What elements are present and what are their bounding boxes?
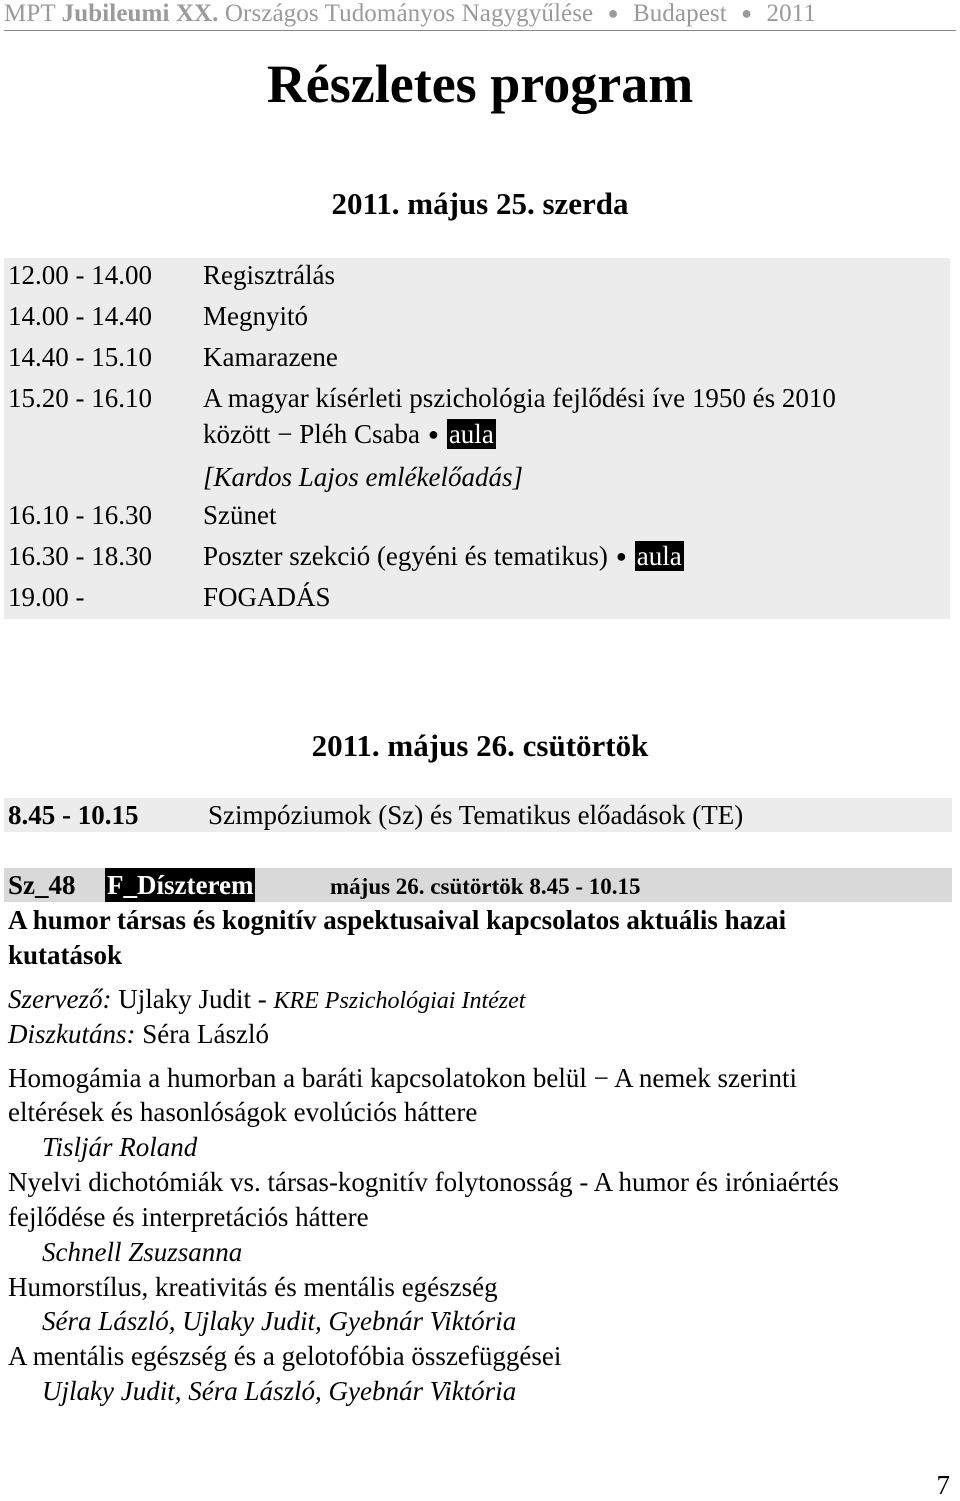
- symposium-title: A humor társas és kognitív aspektusaival kapcsolatos aktuális hazai: [8, 905, 787, 935]
- row-desc-speaker: között − Pléh Csaba: [203, 419, 420, 449]
- row-time: 14.40 - 15.10: [8, 342, 152, 372]
- row-desc-line: A magyar kísérleti pszichológia fejlődési íve 1950 és 2010: [203, 383, 836, 413]
- room-badge: aula: [636, 541, 682, 571]
- row-desc: [203, 381, 836, 494]
- room-badge: aula: [448, 419, 494, 449]
- day2-block-bar: [4, 798, 952, 832]
- talk-title: A mentális egészség és a gelotofóbia összefüggései: [8, 1341, 562, 1371]
- room-badge: F_Díszterem: [107, 870, 254, 900]
- day1-schedule: [4, 258, 950, 619]
- organizer-institute: KRE Pszichológiai Intézet: [273, 988, 526, 1014]
- header-bold: Jubileumi XX.: [61, 0, 219, 27]
- talk-title: Nyelvi dichotómiák vs. társas-kognitív folytonosság - A humor és iróniaértés: [8, 1167, 839, 1197]
- talk-authors: Ujlaky Judit, Séra László, Gyebnár Viktória: [42, 1376, 517, 1406]
- symposium-bar: [4, 868, 952, 902]
- row-desc-line: [203, 417, 836, 454]
- block-desc: Szimpóziumok (Sz) és Tematikus előadások (TE): [208, 800, 744, 830]
- symposium-code: Sz_48: [8, 870, 76, 900]
- day1-heading: 2011. május 25. szerda: [331, 186, 629, 221]
- row-time: 12.00 - 14.00: [8, 260, 152, 290]
- row-desc: Kamarazene: [203, 342, 338, 372]
- day2-heading: 2011. május 26. csütörtök: [311, 728, 649, 763]
- row-time: 19.00 -: [8, 582, 85, 612]
- bullet-icon: ●: [427, 424, 439, 444]
- bullet-icon: ●: [741, 3, 753, 23]
- row-time: 14.00 - 14.40: [8, 301, 152, 331]
- talk-authors: Tisljár Roland: [42, 1132, 198, 1162]
- talk-title: fejlődése és interpretációs háttere: [8, 1202, 369, 1232]
- page-title: Részletes program: [266, 54, 694, 114]
- row-desc: Megnyitó: [203, 301, 308, 331]
- organizer-line: [8, 982, 525, 1018]
- discussant-name: Séra László: [142, 1019, 269, 1049]
- organizer-name: Ujlaky Judit -: [118, 984, 267, 1014]
- talk-title: Humorstílus, kreativitás és mentális egészség: [8, 1272, 498, 1302]
- row-desc: [203, 539, 684, 576]
- row-time: 16.10 - 16.30: [8, 500, 152, 530]
- symposium-when: május 26. csütörtök 8.45 - 10.15: [330, 874, 641, 899]
- bullet-icon: ●: [615, 546, 627, 566]
- row-desc: Szünet: [203, 500, 277, 530]
- talk-authors: Séra László, Ujlaky Judit, Gyebnár Viktória: [42, 1306, 517, 1336]
- header-year: 2011: [766, 0, 816, 27]
- talk-title: eltérések és hasonlóságok evolúciós háttere: [8, 1097, 478, 1127]
- row-time: 16.30 - 18.30: [8, 541, 152, 571]
- organizer-label: Szervező:: [8, 984, 112, 1014]
- row-time: 15.20 - 16.10: [8, 383, 152, 413]
- symposium-title: kutatások: [8, 940, 123, 970]
- running-header: [4, 0, 956, 31]
- block-time: 8.45 - 10.15: [8, 800, 139, 830]
- discussant-line: [8, 1017, 269, 1051]
- row-desc-text: Poszter szekció (egyéni és tematikus): [203, 541, 608, 571]
- bullet-icon: ●: [607, 3, 619, 23]
- row-desc-note: [Kardos Lajos emlékelőadás]: [203, 462, 524, 492]
- header-prefix: MPT: [4, 0, 56, 27]
- header-rest: Országos Tudományos Nagygyűlése: [224, 0, 594, 27]
- talk-authors: Schnell Zsuzsanna: [42, 1237, 243, 1267]
- talk-title: Homogámia a humorban a baráti kapcsolatokon belül − A nemek szerinti: [8, 1063, 798, 1093]
- header-city: Budapest: [632, 0, 727, 27]
- page-number: 7: [936, 1470, 950, 1500]
- row-desc: Regisztrálás: [203, 260, 335, 290]
- row-desc: FOGADÁS: [203, 582, 331, 612]
- discussant-label: Diszkutáns:: [8, 1019, 136, 1049]
